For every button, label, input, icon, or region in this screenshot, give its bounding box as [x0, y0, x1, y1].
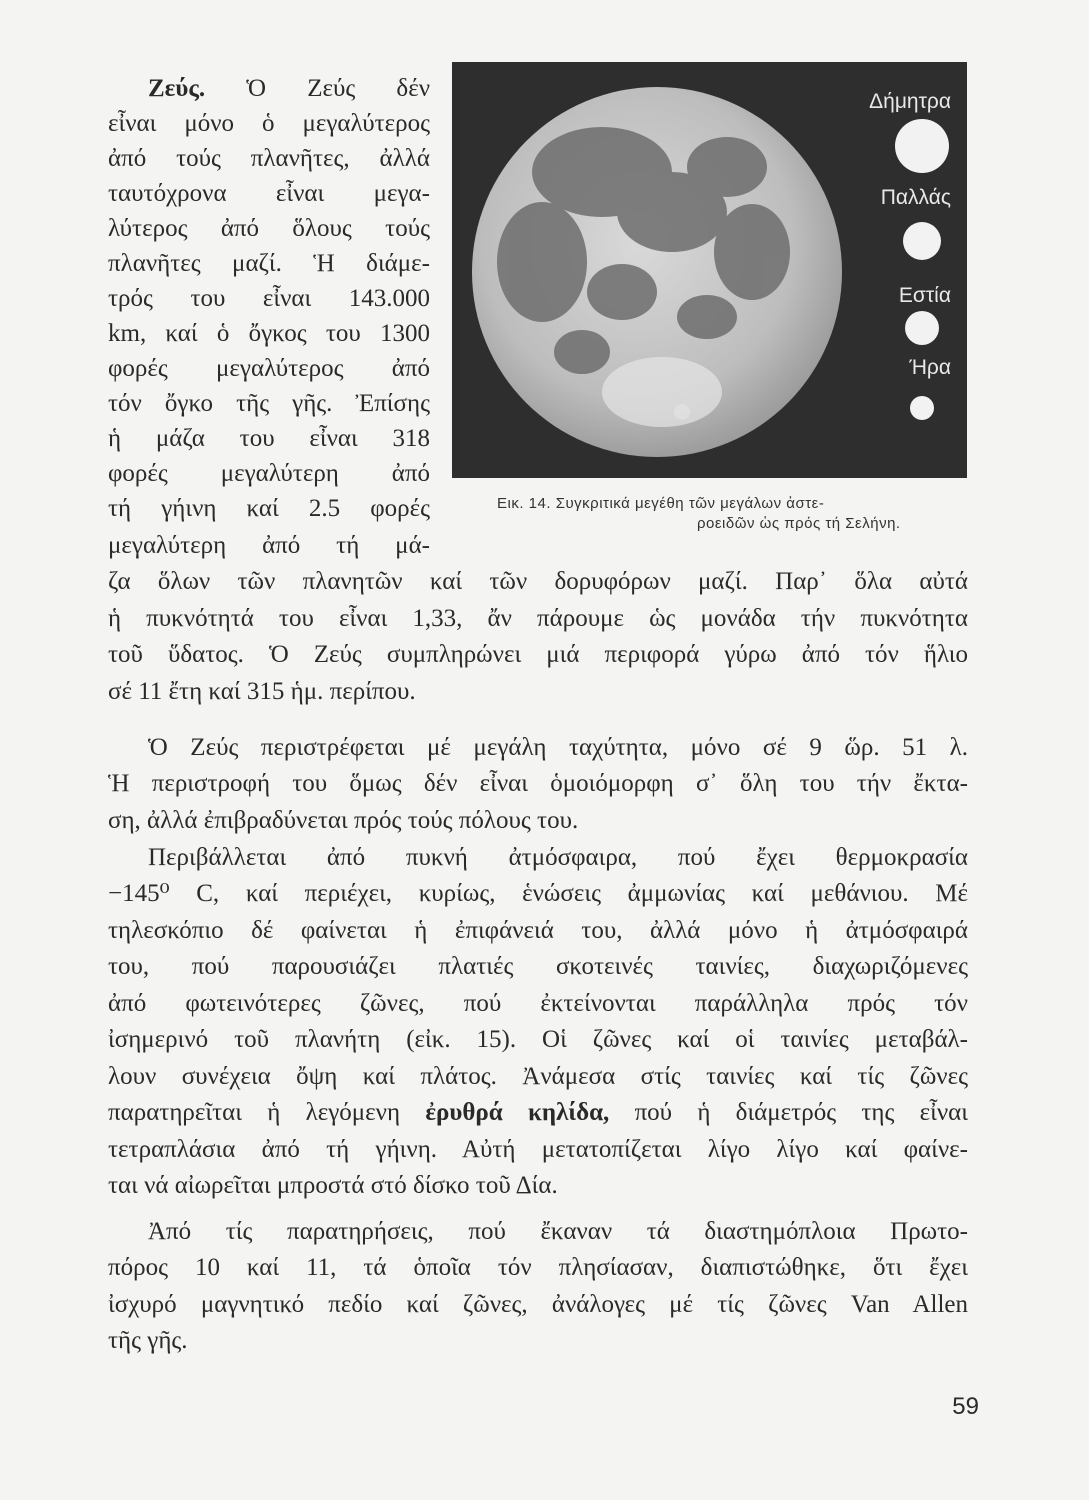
para1-line-7: τρός του εἶναι 143.000: [108, 285, 430, 312]
para3-line-6: ἰσημερινό τοῦ πλανήτη (εἰκ. 15). Οἱ ζῶνες καί οἱ ταινίες μεταβάλ-: [108, 1026, 968, 1053]
para1-line-4: ταυτόχρονα εἶναι μεγα-: [108, 180, 430, 207]
para3-line-8: παρατηρεῖται ἡ λεγόμενη ἐρυθρά κηλίδα, πού ἡ διάμετρός της εἶναι: [108, 1099, 968, 1126]
para1-line-8: km, καί ὁ ὄγκος του 1300: [108, 320, 430, 347]
para1-line-15: ζα ὅλων τῶν πλανητῶν καί τῶν δορυφόρων μαζί. Παρ᾽ ὅλα αὐτά: [108, 568, 968, 595]
para4-line-3: ἰσχυρό μαγνητικό πεδίο καί ζῶνες, ἀνάλογες μέ τίς ζῶνες Van Allen: [108, 1291, 968, 1318]
para1-line-10: τόν ὄγκο τῆς γῆς. Ἐπίσης: [108, 390, 430, 417]
para1-line-2: εἶναι μόνο ὁ μεγαλύτερος: [108, 110, 430, 137]
para3-line-5: ἀπό φωτεινότερες ζῶνες, πού ἐκτείνονται παράλληλα πρός τόν: [108, 990, 968, 1017]
para1-line-16: ἡ πυκνότητά του εἶναι 1,33, ἄν πάρουμε ὡς μονάδα τήν πυκνότητα: [108, 605, 968, 632]
para4-line-4: τῆς γῆς.: [108, 1327, 188, 1354]
para1-line-12: φορές μεγαλύτερη ἀπό: [108, 460, 430, 487]
caption-line-1: Εικ. 14. Συγκριτικά μεγέθη τῶν μεγάλων ἀστε-: [497, 495, 825, 512]
page-number: 59: [952, 1393, 979, 1420]
asteroid-label-juno: Ήρα: [909, 356, 951, 379]
asteroid-label-ceres: Δήμητρα: [869, 90, 951, 113]
para2-line-1: Ὁ Ζεύς περιστρέφεται μέ μεγάλη ταχύτητα, μόνο σέ 9 ὥρ. 51 λ.: [148, 734, 968, 761]
figure-caption: [497, 494, 977, 534]
para3-line-4: του, πού παρουσιάζει πλατιές σκοτεινές ταινίες, διαχωριζόμενες: [108, 953, 968, 980]
para3-line-7: λουν συνέχεια ὄψη καί πλάτος. Ἀνάμεσα στίς ταινίες καί τίς ζῶνες: [108, 1063, 968, 1090]
para1-line-11: ἡ μάζα του εἶναι 318: [108, 425, 430, 452]
para3-line-10: ται νά αἰωρεῖται μπροστά στό δίσκο τοῦ Δία.: [108, 1172, 558, 1199]
para1-line-14: μεγαλύτερη ἀπό τή μά-: [108, 532, 430, 559]
para1-line-9: φορές μεγαλύτερος ἀπό: [108, 355, 430, 382]
section-heading-zeus: Ζεύς.: [148, 75, 206, 102]
para3-line-1: Περιβάλλεται ἀπό πυκνή ἀτμόσφαιρα, πού ἔχει θερμοκρασία: [148, 844, 968, 871]
moon-illustration: [452, 62, 967, 478]
para1-line-3: ἀπό τούς πλανῆτες, ἀλλά: [108, 145, 430, 172]
para1-line-18: σέ 11 ἔτη καί 315 ἡμ. περίπου.: [108, 678, 416, 705]
para4-line-1: Ἀπό τίς παρατηρήσεις, πού ἔκαναν τά διαστημόπλοια Πρωτο-: [148, 1218, 968, 1245]
para4-line-2: πόρος 10 καί 11, τά ὁποῖα τόν πλησίασαν, διαπιστώθηκε, ὅτι ἔχει: [108, 1254, 968, 1281]
para1-line-5: λύτερος ἀπό ὅλους τούς: [108, 215, 430, 242]
caption-line-2: ροειδῶν ὡς πρός τή Σελήνη.: [697, 515, 901, 532]
para1-line-13: τή γήινη καί 2.5 φορές: [108, 495, 430, 522]
asteroid-label-pallas: Παλλάς: [880, 186, 951, 209]
figure-moon-asteroids: [452, 62, 967, 478]
para3-line-3: τηλεσκόπιο δέ φαίνεται ἡ ἐπιφάνειά του, ἀλλά μόνο ἡ ἀτμόσφαιρά: [108, 917, 968, 944]
para1-line-1: Ζεύς. Ὁ Ζεύς δέν: [148, 75, 430, 102]
para1-line-17: τοῦ ὕδατος. Ὁ Ζεύς συμπληρώνει μιά περιφορά γύρω ἀπό τόν ἥλιο: [108, 641, 968, 668]
para2-line-2: Ἡ περιστροφή του ὅμως δέν εἶναι ὁμοιόμορφη σ᾽ ὅλη του τήν ἔκτα-: [108, 770, 968, 797]
para2-line-3: ση, ἀλλά ἐπιβραδύνεται πρός τούς πόλους του.: [108, 807, 579, 834]
para3-line-9: τετραπλάσια ἀπό τή γήινη. Αὐτή μετατοπίζεται λίγο λίγο καί φαίνε-: [108, 1136, 968, 1163]
asteroid-label-vesta: Εστία: [898, 284, 951, 307]
great-red-spot-term: ἐρυθρά κηλίδα,: [425, 1099, 610, 1126]
para3-line-2: −145⁰ C, καί περιέχει, κυρίως, ἑνώσεις ἀμμωνίας καί μεθάνιου. Μέ: [108, 880, 968, 907]
para1-line-6: πλανῆτες μαζί. Ἡ διάμε-: [108, 250, 430, 277]
